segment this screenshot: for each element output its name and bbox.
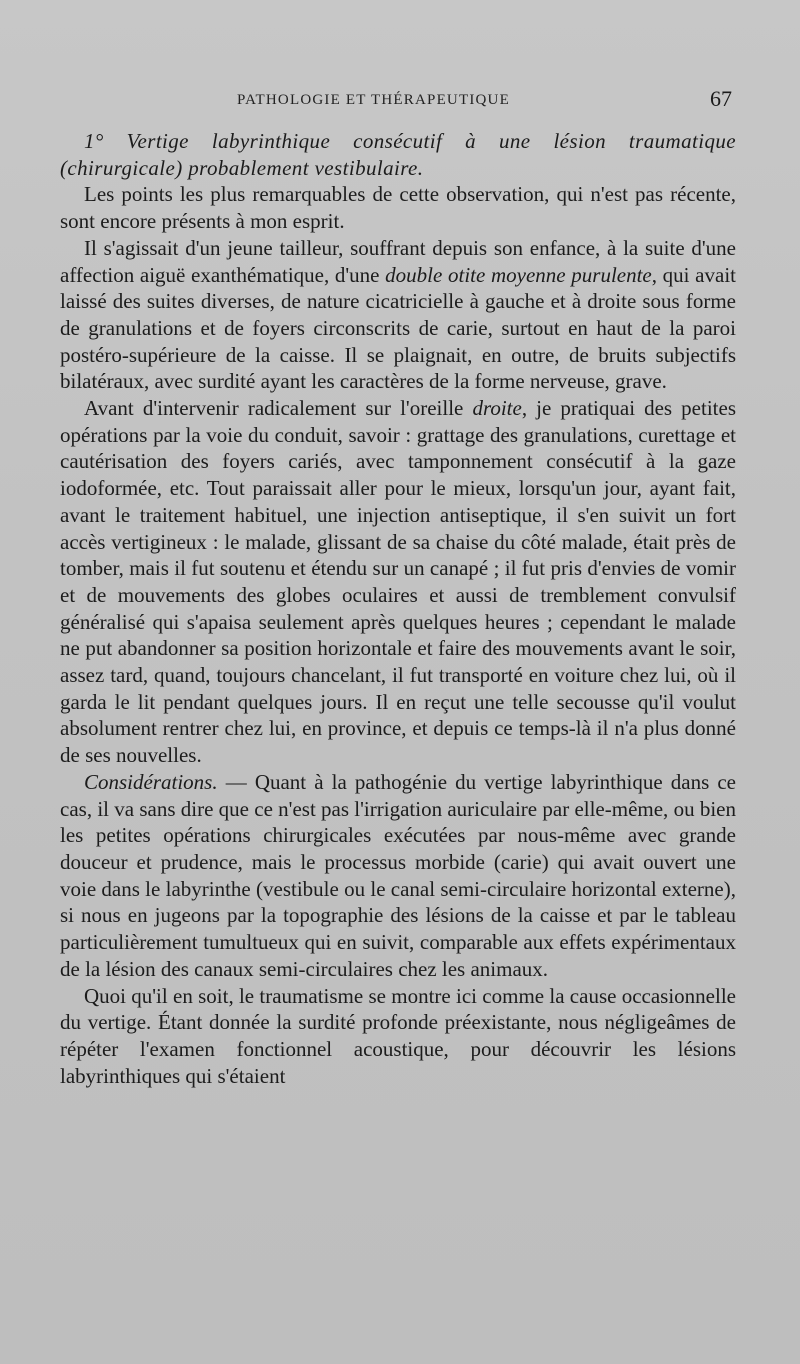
paragraph-3-emphasis: droite [472, 396, 522, 421]
paragraph-2-emphasis: double otite moyenne purulente [385, 262, 652, 287]
page-header [62, 88, 738, 112]
paragraph-3-part-b: , je pratiquai des petites opérations par la voie du conduit, savoir : grattage des granulations, curettage et cautérisation des foyers cariés, avec tamponnement consécutif à la gaze iodoformée, etc. Tout paraissait aller pour le mieux, lorsqu'un jour, ayant fait, avant le traitement habituel, une injection antiseptique, il s'en suivit un fort accès vertigineux : le malade, glissant de sa chaise du côté malade, était près de tomber, mais il fut soutenu et étendu sur un canapé ; il fut pris d'envies de vomir et de mouvements des globes oculaires et aussi de tremblement convulsif généralisé qui s'apaisa seulement après quelques heures ; cependant le malade ne put abandonner sa position horizontale et faire des mouvements avant le soir, assez tard, quand, toujours chancelant, il fut transporté en voiture chez lui, où il garda le lit pendant quelques jours. Il en reçut une telle secousse qu'il voulut absolument rentrer chez lui, en province, et depuis ce temps-là il n'a plus donné de ses nouvelles. [60, 396, 736, 768]
considerations-label: Considérations. [84, 769, 218, 794]
section-heading: 1° Vertige labyrinthique consécutif à une lésion traumatique (chirurgicale) probablement vestibulaire. [60, 129, 736, 180]
paragraph-2 [60, 235, 736, 395]
running-title: PATHOLOGIE ET THÉRAPEUTIQUE [237, 92, 510, 108]
paragraph-2-part-a: Il s'agissait d'un jeune tailleur, souffrant depuis son enfance, à la suite d'une affection aiguë exanthématique, d'une [60, 235, 736, 287]
paragraph-4-text: — Quant à la pathogénie du vertige labyrinthique dans ce cas, il va sans dire que ce n'est pas l'irrigation auriculaire par elle-même, ou bien les petites opérations chirurgicales exécutées par nous-même avec grande douceur et prudence, mais le processus morbide (carie) qui avait ouvert une voie dans le labyrinthe (vestibule ou le canal semi-circulaire horizontal externe), si nous en jugeons par la topographie des lésions de la caisse et par le tableau particulièrement tumultueux qui en suivit, comparable aux effets expérimentaux de la lésion des canaux semi-circulaires chez les animaux. [60, 769, 736, 981]
paragraph-2-part-b: , qui avait laissé des suites diverses, de nature cicatricielle à gauche et à droite sous forme de granulations et de foyers circonscrits de carie, surtout en haut de la paroi postéro-supérieure de la caisse. Il se plaignait, en outre, de bruits subjectifs bilatéraux, avec surdité ayant les caractères de la forme nerveuse, grave. [60, 262, 736, 394]
body-text [60, 128, 736, 1089]
paragraph-5: Quoi qu'il en soit, le traumatisme se montre ici comme la cause occasionnelle du vertige. Étant donnée la surdité profonde préexistante, nous négligeâmes de répéter l'examen fonctionnel acoustique, pour découvrir les lésions labyrinthiques qui s'étaient [60, 983, 736, 1088]
paragraph-4 [60, 769, 736, 983]
paragraph-1: Les points les plus remarquables de cette observation, qui n'est pas récente, sont encore présents à mon esprit. [60, 182, 736, 234]
paragraph-3 [60, 395, 736, 769]
page-number: 67 [710, 86, 732, 111]
paragraph-3-part-a: Avant d'intervenir radicalement sur l'oreille [84, 396, 473, 421]
